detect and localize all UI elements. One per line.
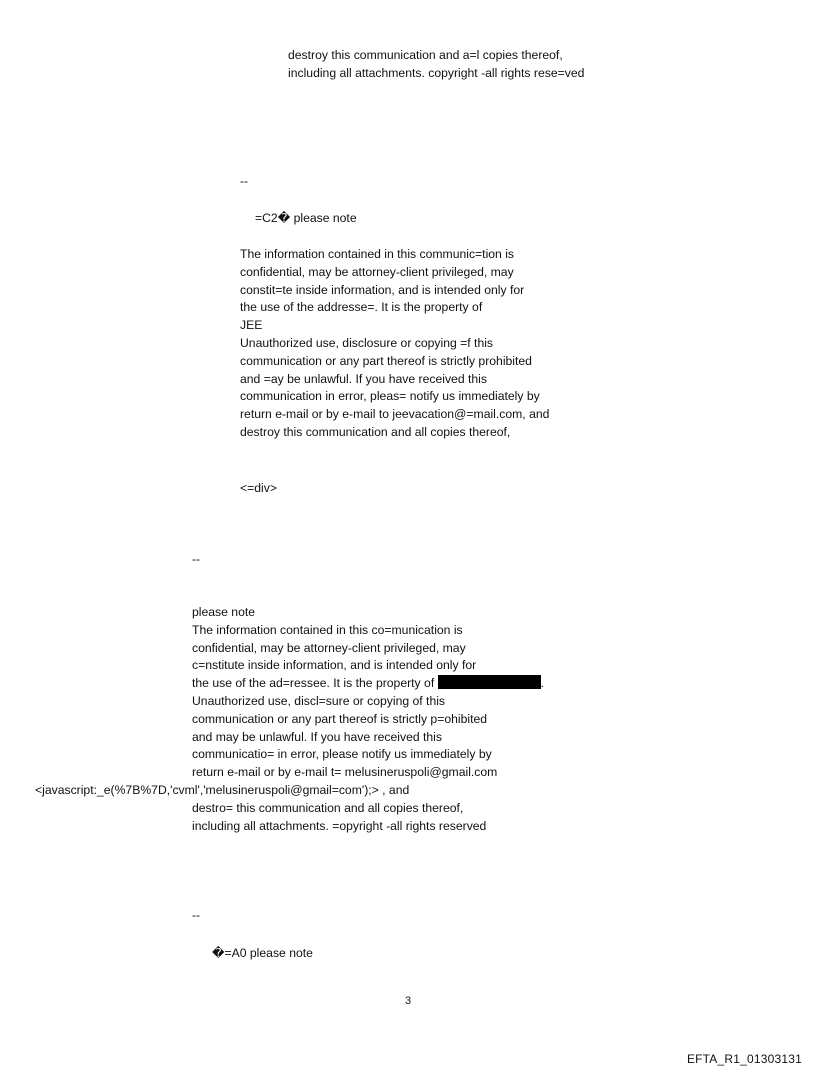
property-line [192,675,544,693]
text-line: JEE [240,318,263,333]
text-line: communication in error, pleas= notify us immediately by [240,389,540,404]
text-line: communication or any part thereof is strictly prohibited [240,353,532,368]
separator: -- [192,908,201,922]
text-line: return e-mail or by e-mail t= melusineruspoli@gmail.com [192,765,498,780]
document-id: EFTA_R1_01303131 [686,1052,802,1066]
text-line: confidential, may be attorney-client privileged, may [192,640,466,655]
text-line: communication or any part thereof is strictly p=ohibited [192,711,488,726]
note-heading-3: please note [192,605,256,619]
page-number: 3 [404,995,412,1007]
text-line: Unauthorized use, disclosure or copying =f this [240,335,494,350]
text-line: including all attachments. copyright -all rights rese=ved [288,65,585,80]
separator: -- [240,174,249,188]
text-line: destroy this communication and a=l copies thereof, [288,48,563,62]
text-line: destro= this communication and all copies thereof, [192,800,464,815]
text-line: including all attachments. =opyright -all rights reserved [192,818,487,833]
text-line: The information contained in this communic=tion is [240,247,515,261]
text-line: destroy this communication and all copies thereof, [240,424,511,439]
text-line: constit=te inside information, and is intended only for [240,282,525,297]
disclaimer-block-3 [35,604,544,835]
text-line: confidential, may be attorney-client privileged, may [240,264,514,279]
redaction-box [438,675,541,689]
property-line-end: . [540,676,544,691]
div-tag-text: <=div> [240,481,277,495]
disclaimer-block-2 [240,246,549,442]
text-line: c=nstitute inside information, and is intended only for [192,658,477,673]
text-line: and may be unlawful. If you have received this [192,729,442,744]
text-line: return e-mail or by e-mail to jeevacation@=mail.com, and [240,407,550,422]
text-line: and =ay be unlawful. If you have received this [240,371,487,386]
note-heading-2: �=A0 please note [212,946,313,960]
text-line: The information contained in this co=munication is [192,622,463,637]
text-line: Unauthorized use, discl=sure or copying of this [192,693,446,708]
text-line: communicatio= in error, please notify us immediately by [192,747,492,762]
property-line-text: the use of the ad=ressee. It is the property of [192,676,435,691]
javascript-link-line: <javascript:_e(%7B%7D,'cvml','melusineruspoli@gmail=com');> , and [35,782,410,797]
note-heading-1: =C2� please note [255,211,357,225]
separator: -- [192,552,201,566]
closing-text-block-1 [288,47,584,83]
text-line: the use of the addresse=. It is the property of [240,300,483,315]
